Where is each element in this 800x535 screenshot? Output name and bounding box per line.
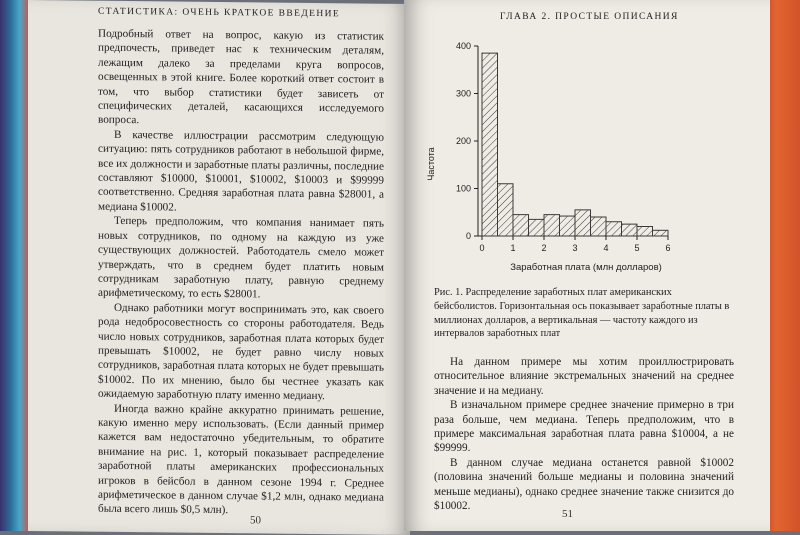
histogram-bar <box>591 217 607 236</box>
y-tick-label: 100 <box>455 183 471 194</box>
right-body-text <box>434 355 734 513</box>
x-axis-label: Заработная плата (млн долларов) <box>510 262 662 273</box>
y-tick-label: 300 <box>455 88 471 99</box>
x-tick-label: 6 <box>665 243 671 253</box>
histogram-bar <box>653 230 669 236</box>
y-tick-label: 400 <box>455 41 471 51</box>
right-paragraph: На данном примере мы хотим проиллюстрировать относительное влияние экстремальных значений на среднее значение и на медиану. <box>434 356 734 397</box>
histogram-bar <box>498 184 514 236</box>
y-tick-label: 0 <box>465 231 471 241</box>
salary-histogram <box>408 36 708 276</box>
right-paragraph: В изначальном примере среднее значение примерно в три раза больше, чем медиана. Теперь предположим, что в примере максимальная заработная плата равна $10004, а не $99999. <box>434 399 734 455</box>
x-tick-label: 3 <box>572 243 578 253</box>
left-paragraph: Иногда важно крайне аккуратно принимать решение, какую именно меру использовать. (Если данный пример кажется вам недостаточно убедительным, то обратите внимание на рис. 1, который показывает распределение заработной платы американских профессиональных игроков в бейсбол в данном сезоне 1994 г. Среднее арифметическое в данном случае $1,2 млн, однако медиана была всего лишь $0,5 млн). <box>98 402 384 517</box>
histogram-bar <box>513 215 529 236</box>
right-paragraph: В данном случае медиана останется равной $10002 (половина значений больше медианы и половина значений меньше медианы), однако среднее значение также снизится до $10002. <box>434 456 734 513</box>
x-tick-label: 4 <box>603 243 609 253</box>
x-tick-label: 2 <box>541 243 547 253</box>
x-tick-label: 0 <box>479 243 485 253</box>
left-body-text <box>98 27 384 520</box>
histogram-bar <box>622 224 638 236</box>
left-page <box>28 0 410 535</box>
left-paragraph: Подробный ответ на вопрос, какую из статистик предпочесть, приведет нас к техническим деталям, лежащим далеко за пределами круга вопросов, освещенных в этой книге. Более короткий ответ состоит в том, что выбор статистики будет зависеть от специфических деталей, касающихся исследуемого вопроса. <box>98 27 384 127</box>
figure-caption: Рис. 1. Распределение заработных плат американских бейсболистов. Горизонтальная ось показывает заработные платы в миллионах долларов, а вертикальная — частоту каждого из интервалов заработных плат <box>434 287 730 340</box>
right-running-header: ГЛАВА 2. ПРОСТЫЕ ОПИСАНИЯ <box>500 12 679 22</box>
histogram-bar <box>560 216 576 236</box>
right-page <box>404 0 770 531</box>
histogram-bar <box>606 222 622 236</box>
left-page-number: 50 <box>250 514 261 527</box>
y-tick-label: 200 <box>455 136 471 146</box>
right-page-number: 51 <box>562 508 573 520</box>
left-paragraph: Однако работники могут воспринимать это, как своего рода недобросовестность со стороны работодателя. Ведь число новых сотрудников, заработная плата которых будет превышать $10002, не будет равно числу новых сотрудников, заработная плата которых не будет превышать $10002. По их мнению, было бы честнее указать как ожидаемую заработную плату именно медиану. <box>98 301 384 403</box>
x-tick-label: 1 <box>510 243 516 253</box>
left-paragraph: Теперь предположим, что компания нанимает пять новых сотрудников, по одному на каждую из уже существующих должностей. Работодатель смело может утверждать, что в среднем будет платить новым сотрудникам заработную плату, равную среднему арифметическому, то есть $28001. <box>98 215 384 301</box>
histogram-bar <box>544 215 560 236</box>
y-axis-label: Частота <box>426 147 436 181</box>
left-running-header: СТАТИСТИКА: ОЧЕНЬ КРАТКОЕ ВВЕДЕНИЕ <box>98 6 341 20</box>
histogram-bar <box>529 219 545 236</box>
left-paragraph: В качестве иллюстрации рассмотрим следующую ситуацию: пять сотрудников работают в небольшой фирме, все их должности и заработные платы различны, последние составляют $10000, $10001, $10002, $10003 и $99999 соответственно. Средняя заработная плата равна $28001, а медиана $10002. <box>98 128 385 214</box>
histogram-bar <box>482 53 498 236</box>
histogram-bar <box>575 210 591 236</box>
x-tick-label: 5 <box>634 243 640 253</box>
histogram-bar <box>637 227 653 237</box>
